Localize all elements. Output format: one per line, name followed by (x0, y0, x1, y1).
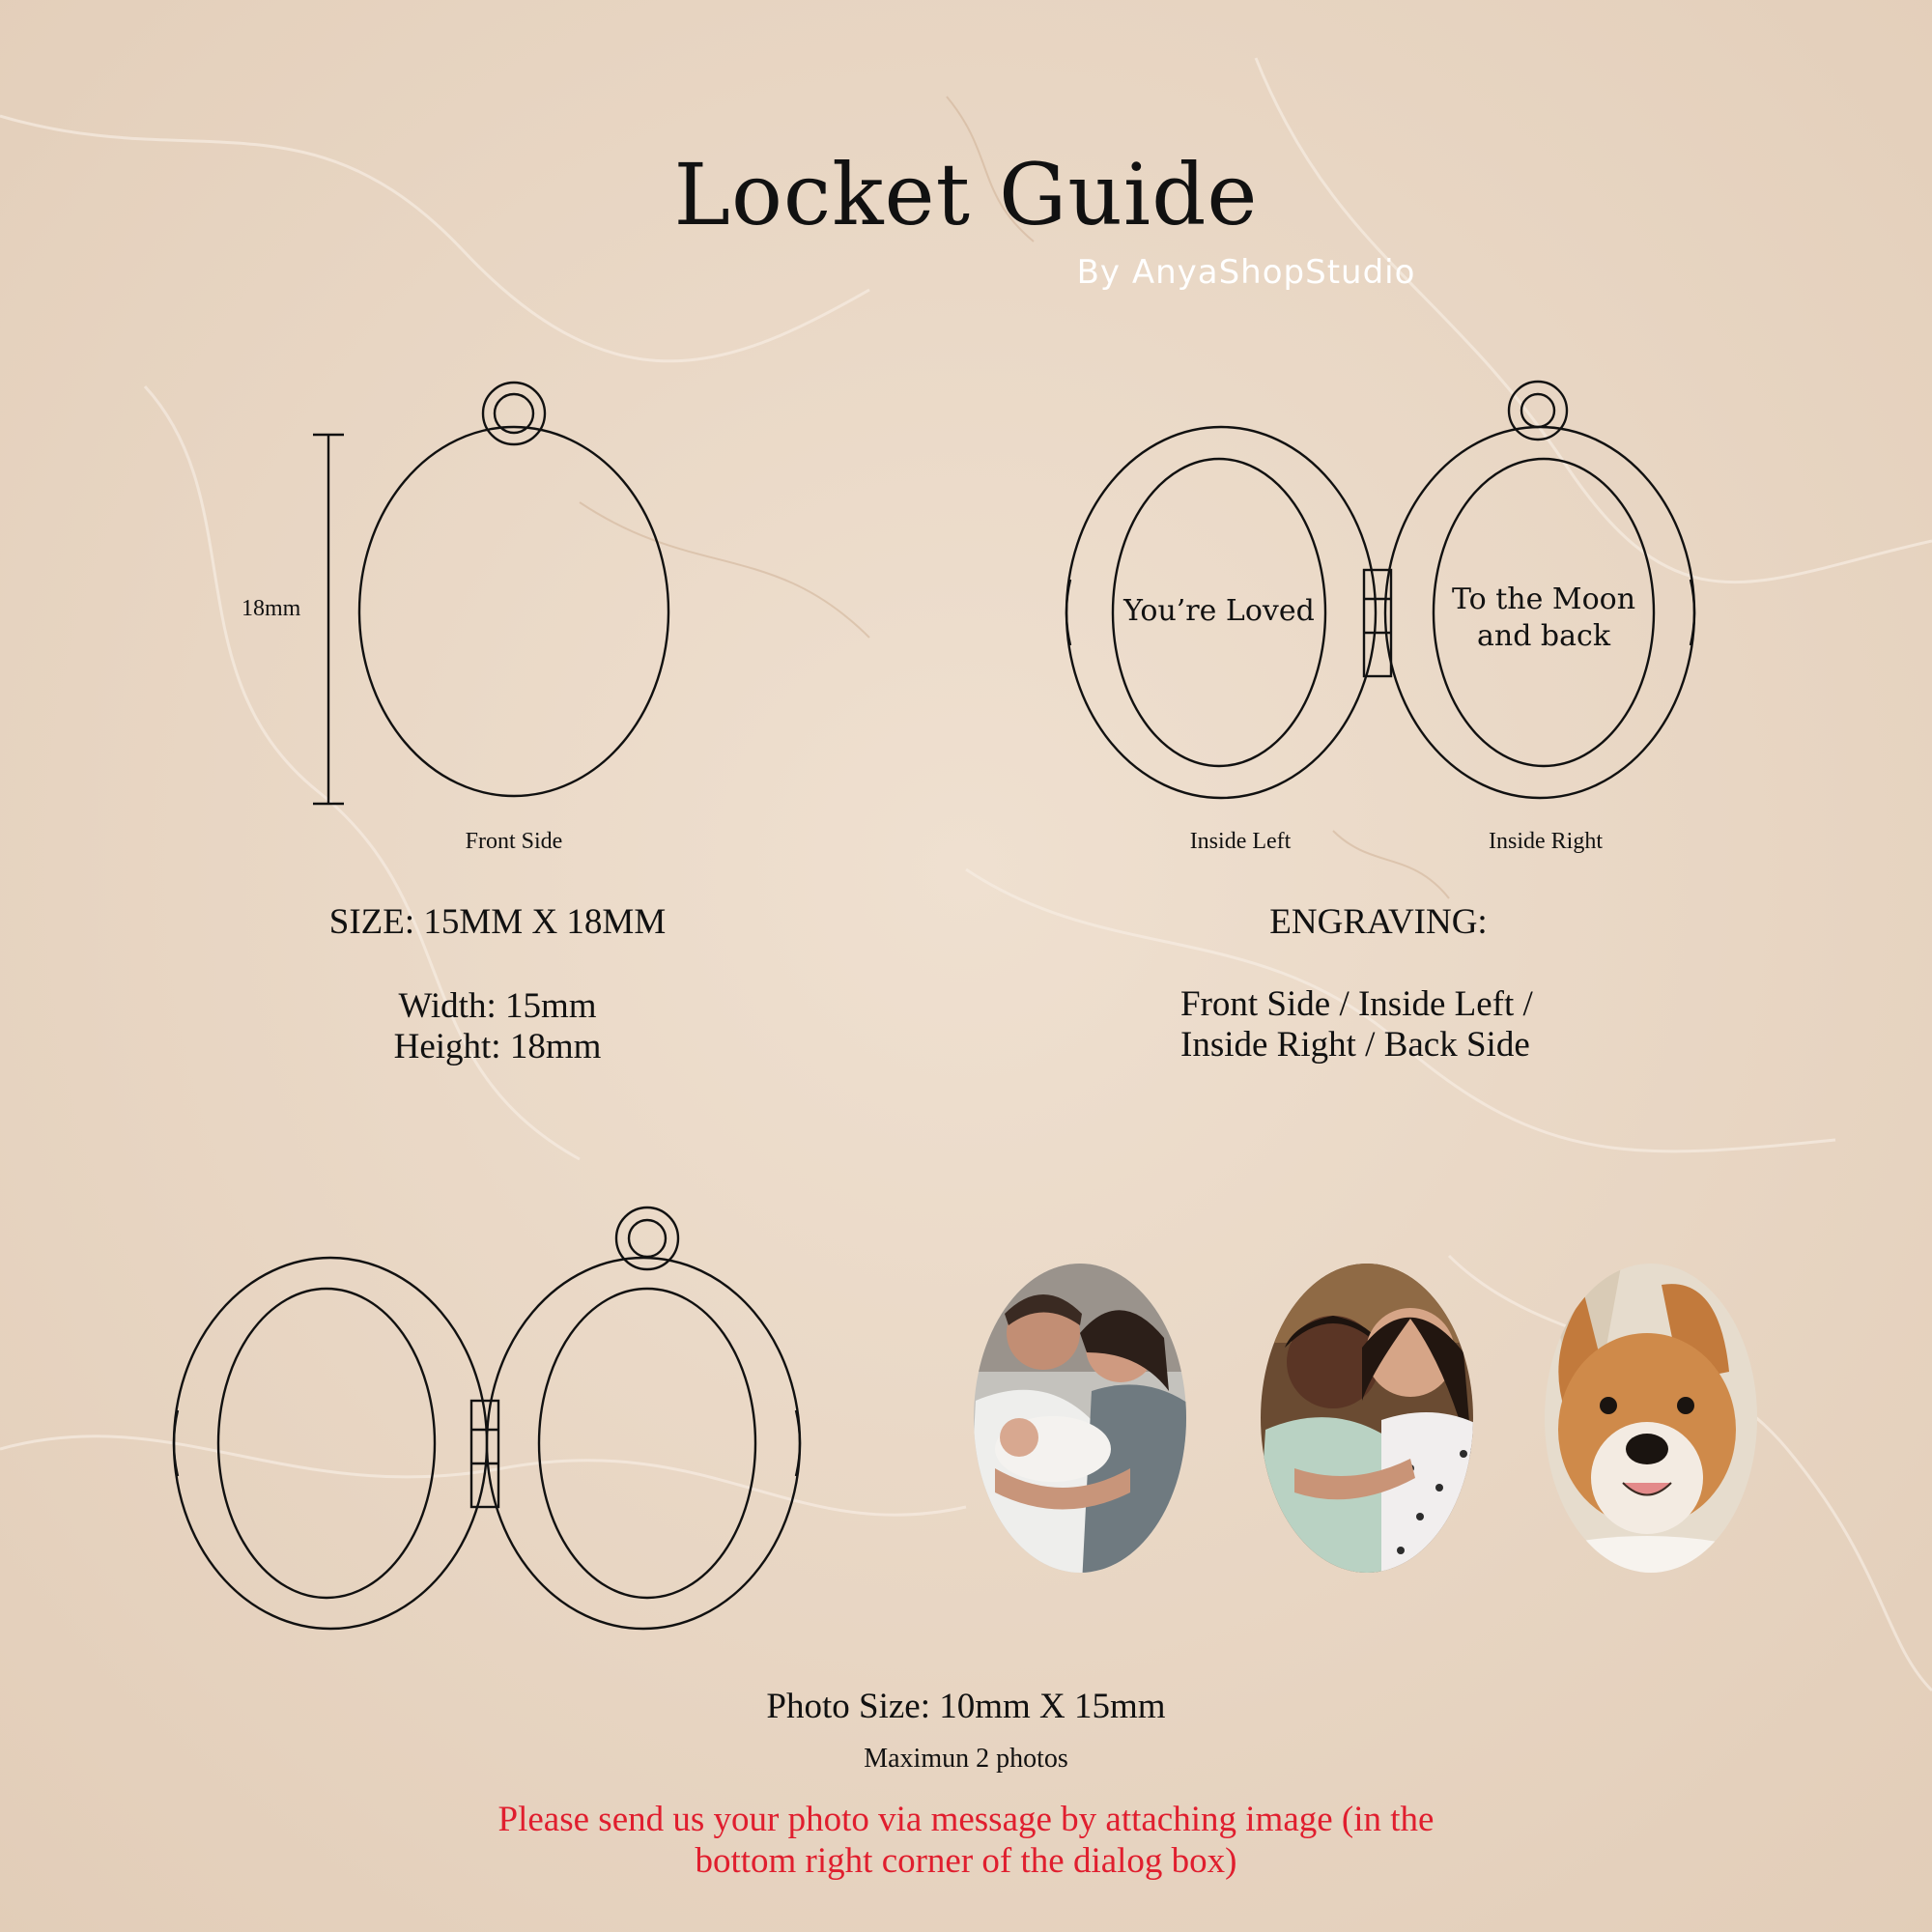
engraving-heading: ENGRAVING: (1269, 902, 1488, 942)
front-side-caption: Front Side (465, 829, 563, 854)
brand-byline: By AnyaShopStudio (1076, 253, 1416, 292)
max-photos-text: Maximun 2 photos (864, 1744, 1068, 1774)
inside-right-caption: Inside Right (1489, 829, 1603, 854)
size-width: Width: 15mm (398, 986, 597, 1026)
inside-left-engraving: You’re Loved (1123, 594, 1315, 628)
photo-locket-diagram (174, 1208, 800, 1629)
photo-upload-notice: Please send us your photo via message by attaching image (in the bottom right corner of the dialog box) (497, 1800, 1435, 1881)
size-height: Height: 18mm (393, 1027, 602, 1066)
engraving-options-line2: Inside Right / Back Side (1180, 1025, 1530, 1065)
size-heading: SIZE: 15MM X 18MM (328, 902, 667, 942)
photo-size-text: Photo Size: 10mm X 15mm (766, 1687, 1166, 1726)
family-with-newborn-photo (966, 1256, 1198, 1584)
inside-left-caption: Inside Left (1189, 829, 1292, 854)
smiling-dog-photo (1536, 1256, 1768, 1584)
two-children-hugging-photo (1256, 1256, 1488, 1584)
inside-right-engraving-line1: To the Moon (1451, 582, 1636, 616)
engraving-options-line1: Front Side / Inside Left / (1180, 984, 1533, 1024)
page-title: Locket Guide (673, 145, 1259, 244)
front-locket-diagram (313, 383, 668, 804)
dimension-label: 18mm (242, 596, 301, 621)
inside-right-engraving-line2: and back (1476, 619, 1611, 653)
